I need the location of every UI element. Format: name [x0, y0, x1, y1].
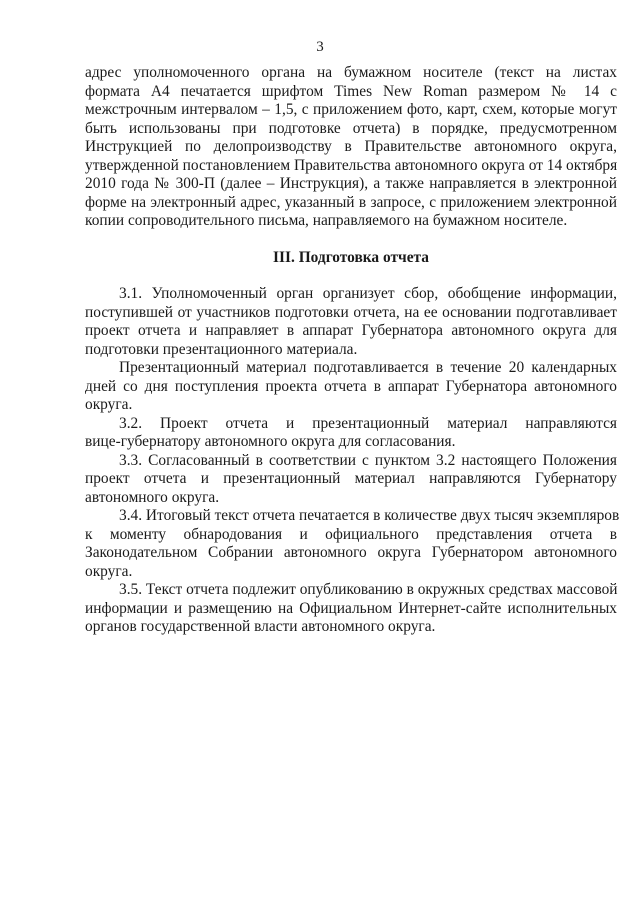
paragraph-3-2 — [85, 415, 617, 452]
text-line: 2010 года № 300-П (далее – Инструкция), а также направляется в электронной — [85, 175, 617, 192]
text-line: информации и размещению на Официальном Интернет-сайте исполнительных — [85, 599, 617, 617]
paragraph-3-4 — [85, 507, 620, 581]
text-line: Инструкцией по делопроизводству в Правительстве автономного округа, — [85, 138, 617, 155]
paragraph-3-5 — [85, 581, 617, 637]
text-line: Презентационный материал подготавливается в течение 20 календарных — [119, 359, 617, 376]
text-line: к моменту обнародования и официального представления отчета в — [85, 525, 617, 543]
section-heading: III. Подготовка отчета — [273, 248, 429, 266]
text-line: формата А4 печатается шрифтом Times New Roman размером № 14 с — [85, 82, 617, 100]
text-line: утвержденной постановлением Правительства автономного округа от 14 октября — [85, 156, 618, 174]
text-line: проект отчета и направляет в аппарат Губернатора автономного округа для — [85, 322, 617, 339]
text-line: округа. — [85, 396, 133, 413]
text-line: округа. — [85, 562, 133, 580]
page-number: 3 — [316, 39, 324, 55]
paragraph-3-3 — [85, 452, 617, 508]
text-line: Законодательном Собрании автономного округа Губернатором автономного — [85, 544, 617, 561]
text-line: 3.4. Итоговый текст отчета печатается в количестве двух тысяч экземпляров — [119, 507, 620, 524]
text-line: адрес уполномоченного органа на бумажном носителе (текст на листах — [85, 64, 617, 81]
text-line: дней со дня поступления проекта отчета в аппарат Губернатора автономного — [85, 377, 617, 395]
text-line: копии сопроводительного письма, направляемого на бумажном носителе. — [85, 212, 568, 229]
text-line: подготовки презентационного материала. — [85, 340, 358, 358]
paragraph-presentation — [85, 359, 617, 415]
document-body — [85, 64, 620, 637]
text-line: 3.1. Уполномоченный орган организует сбор, обобщение информации, — [119, 285, 617, 302]
text-line: 3.2. Проект отчета и презентационный материал направляются — [119, 414, 617, 432]
text-line: поступившей от участников подготовки отчета, на ее основании подготавливает — [85, 303, 617, 321]
text-line: проект отчета и презентационный материал направляются Губернатору — [85, 470, 617, 487]
text-line: межстрочным интервалом – 1,5, с приложением фото, карт, схем, которые могут — [85, 101, 617, 118]
paragraph-continuation — [85, 64, 617, 231]
text-line: автономного округа. — [85, 488, 220, 506]
text-line: вице-губернатору автономного округа для согласования. — [85, 433, 456, 450]
text-line: быть использованы при подготовке отчета) в порядке, предусмотренном — [85, 119, 617, 137]
text-line: 3.5. Текст отчета подлежит опубликованию в окружных средствах массовой — [119, 581, 618, 598]
paragraph-3-1 — [85, 285, 617, 359]
text-line: органов государственной власти автономного округа. — [85, 618, 436, 635]
text-line: 3.3. Согласованный в соответствии с пунктом 3.2 настоящего Положения — [119, 451, 617, 469]
text-line: форме на электронный адрес, указанный в запросе, с приложением электронной — [85, 193, 617, 211]
